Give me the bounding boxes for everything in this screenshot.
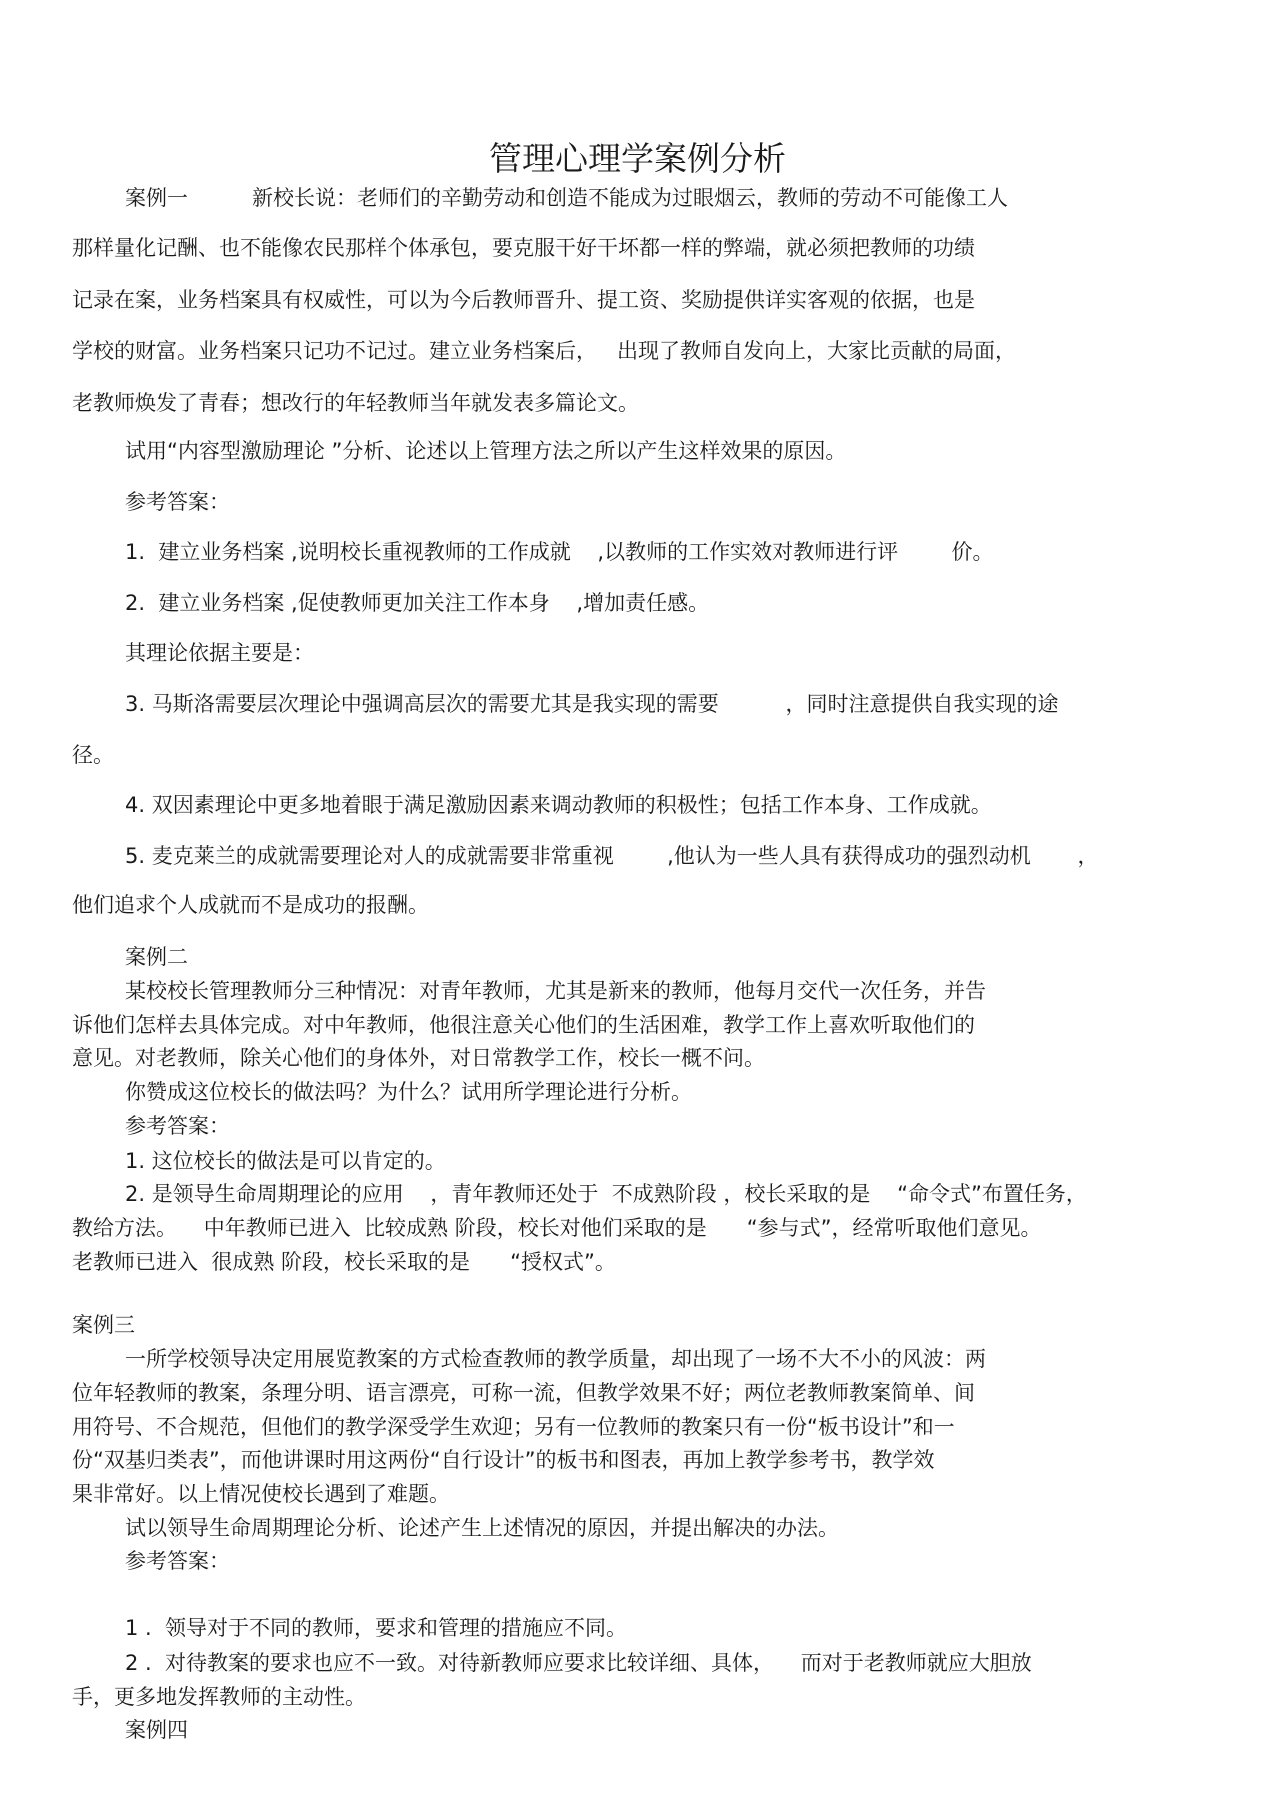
case3-label: 案例三 — [72, 1313, 135, 1337]
case3-intro-line: 用符号、不合规范，但他们的教学深受学生欢迎；另有一位教师的教案只有一份“板书设计”和一 — [72, 1415, 955, 1439]
case2-question: 你赞成这位校长的做法吗？为什么？试用所学理论进行分析。 — [125, 1080, 692, 1104]
case1-intro-line: 记录在案，业务档案具有权威性，可以为今后教师晋升、提工资、奖励提供详实客观的依据，也是 — [72, 288, 975, 312]
case3-answer-label: 参考答案： — [125, 1549, 230, 1573]
case1-answer: 1. 建立业务档案 ,说明校长重视教师的工作成就 ,以教师的工作实效对教师进行评 价。 — [125, 540, 994, 564]
case1-answer-label: 参考答案： — [125, 490, 230, 514]
case2-answer: 1. 这位校长的做法是可以肯定的。 — [125, 1149, 446, 1173]
case3-question: 试以领导生命周期理论分析、论述产生上述情况的原因，并提出解决的办法。 — [125, 1516, 839, 1540]
case1-intro-line: 新校长说：老师们的辛勤劳动和创造不能成为过眼烟云，教师的劳动不可能像工人 — [252, 186, 1008, 210]
case2-intro-line: 某校校长管理教师分三种情况：对青年教师，尤其是新来的教师，他每月交代一次任务，并告 — [125, 979, 986, 1003]
case1-label: 案例一 — [125, 186, 188, 210]
case1-theory-line: 他们追求个人成就而不是成功的报酬。 — [72, 893, 429, 917]
case2-answer-label: 参考答案： — [125, 1114, 230, 1138]
case1-question: 试用“内容型激励理论 ”分析、论述以上管理方法之所以产生这样效果的原因。 — [125, 439, 847, 463]
case3-intro-line: 位年轻教师的教案，条理分明、语言漂亮，可称一流，但教学效果不好；两位老教师教案简单、间 — [72, 1381, 975, 1405]
case1-intro-line: 学校的财富。业务档案只记功不记过。建立业务档案后， 出现了教师自发向上，大家比贡献的局面， — [72, 339, 1017, 363]
case3-answer: 2 . 对待教案的要求也应不一致。对待新教师应要求比较详细、具体， 而对于老教师就应大胆放 — [125, 1651, 1032, 1675]
case3-answer: 1 . 领导对于不同的教师，要求和管理的措施应不同。 — [125, 1616, 628, 1640]
case1-theory-line: 3. 马斯洛需要层次理论中强调高层次的需要尤其是我实现的需要 ，同时注意提供自我实现的途 — [125, 692, 1059, 716]
case1-theory-line: 4. 双因素理论中更多地着眼于满足激励因素来调动教师的积极性；包括工作本身、工作成就。 — [125, 793, 992, 817]
case2-label: 案例二 — [125, 945, 188, 969]
case3-intro-line: 一所学校领导决定用展览教案的方式检查教师的教学质量，却出现了一场不大不小的风波：两 — [125, 1347, 986, 1371]
case4-label: 案例四 — [125, 1718, 188, 1742]
case2-answer: 2. 是领导生命周期理论的应用 ，青年教师还处于 不成熟阶段 ，校长采取的是 “命令式”布置任务， — [125, 1182, 1087, 1206]
case1-basis-label: 其理论依据主要是： — [125, 641, 314, 665]
page-title: 管理心理学案例分析 — [489, 139, 786, 178]
case3-intro-line: 果非常好。以上情况使校长遇到了难题。 — [72, 1482, 450, 1506]
case1-answer: 2. 建立业务档案 ,促使教师更加关注工作本身 ,增加责任感。 — [125, 591, 710, 615]
case1-theory-line: 径。 — [72, 743, 114, 767]
case2-intro-line: 意见。对老教师，除关心他们的身体外，对日常教学工作，校长一概不问。 — [72, 1046, 765, 1070]
case2-intro-line: 诉他们怎样去具体完成。对中年教师，他很注意关心他们的生活困难，教学工作上喜欢听取他们的 — [72, 1013, 975, 1037]
case1-intro-line: 那样量化记酬、也不能像农民那样个体承包，要克服干好干坏都一样的弊端，就必须把教师的功绩 — [72, 236, 975, 260]
case1-theory-line: 5. 麦克莱兰的成就需要理论对人的成就需要非常重视 ,他认为一些人具有获得成功的强烈动机 ， — [125, 844, 1099, 868]
case2-answer: 老教师已进入 很成熟 阶段，校长采取的是 “授权式”。 — [72, 1250, 616, 1274]
case2-answer: 教给方法。 中年教师已进入 比较成熟 阶段，校长对他们采取的是 “参与式”，经常听取他们意见。 — [72, 1216, 1042, 1240]
case3-answer: 手，更多地发挥教师的主动性。 — [72, 1685, 366, 1709]
case1-intro-line: 老教师焕发了青春；想改行的年轻教师当年就发表多篇论文。 — [72, 391, 639, 415]
case3-intro-line: 份“双基归类表”，而他讲课时用这两份“自行设计”的板书和图表，再加上教学参考书，教学效 — [72, 1448, 935, 1472]
